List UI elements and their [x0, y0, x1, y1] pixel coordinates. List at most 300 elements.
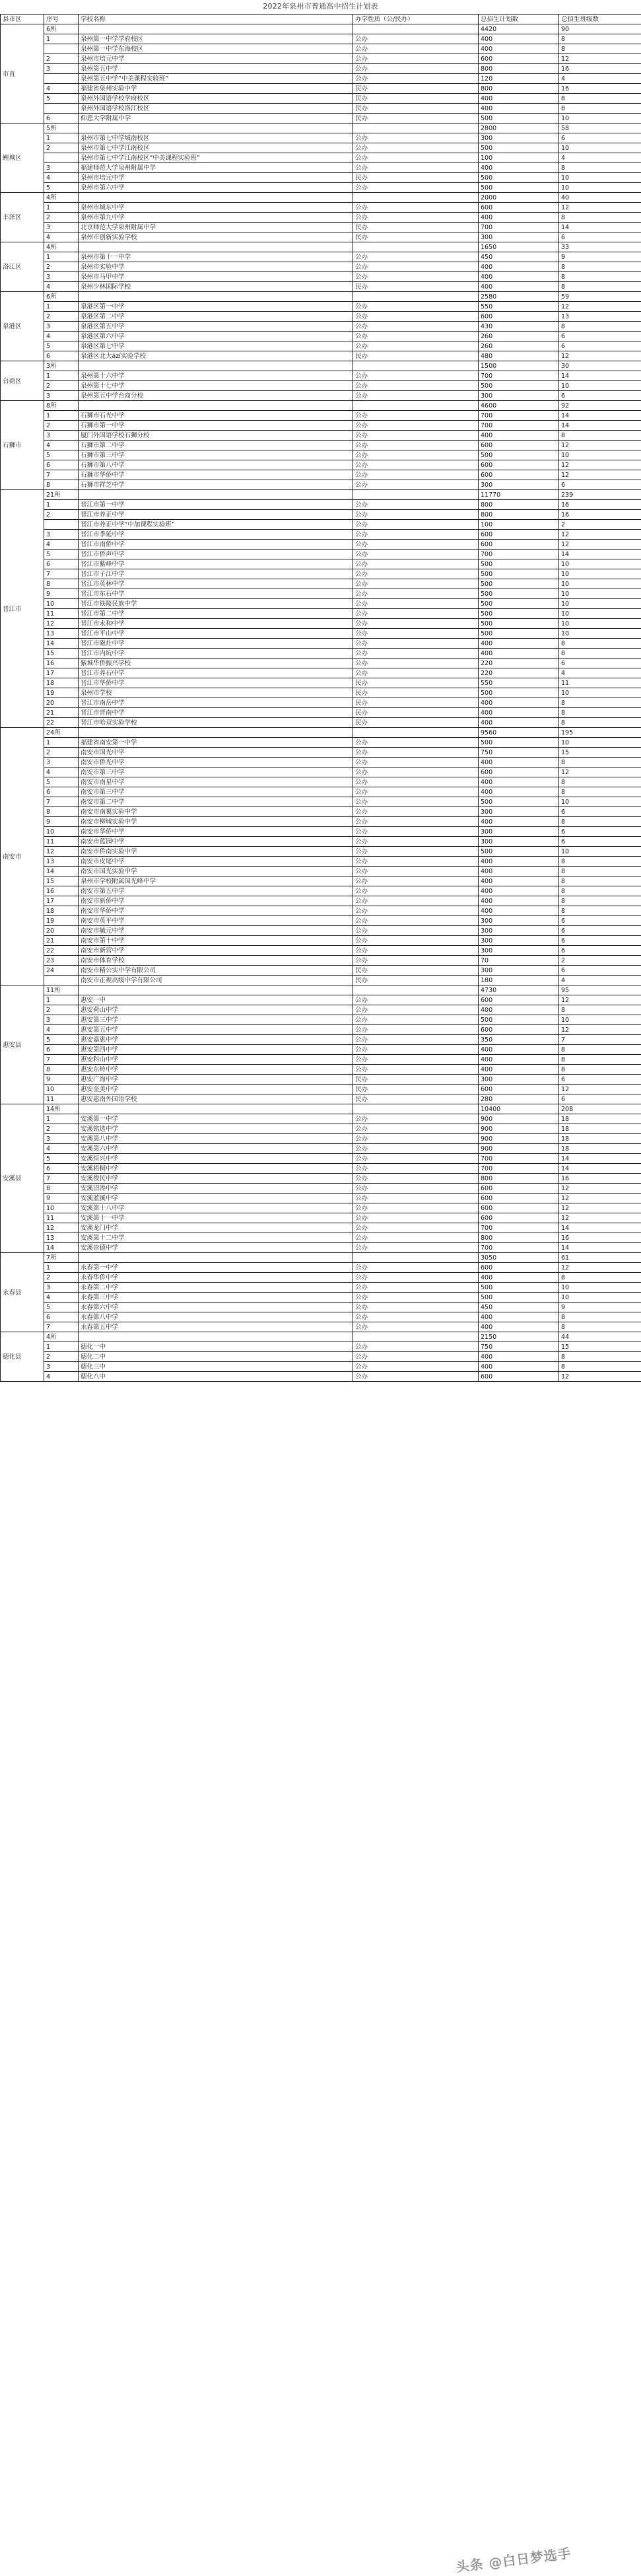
school-name-cell: 泉州市第七中学江南校区: [79, 143, 353, 153]
school-nature-cell: 公办: [353, 272, 479, 282]
section-plan-total-cell: 10400: [479, 1104, 559, 1114]
row-index-cell: 3: [44, 1134, 79, 1144]
table-row: [1, 510, 641, 520]
school-nature-cell: 公办: [353, 1025, 479, 1035]
class-count-cell: 8: [559, 758, 641, 768]
row-index-cell: 10: [44, 1085, 79, 1094]
plan-count-cell: 600: [479, 995, 559, 1005]
row-index-cell: 7: [44, 470, 79, 480]
school-nature-cell: 民办: [353, 976, 479, 985]
class-count-cell: 10: [559, 143, 641, 153]
plan-count-cell: 800: [479, 500, 559, 510]
plan-count-cell: 750: [479, 1342, 559, 1352]
table-row: [1, 867, 641, 877]
class-count-cell: 6: [559, 807, 641, 817]
table-row: [1, 688, 641, 698]
class-count-cell: 8: [559, 718, 641, 728]
table-row: [1, 1124, 641, 1134]
section-nature-blank: [353, 1253, 479, 1263]
table-row: [1, 34, 641, 44]
row-index-cell: 2: [44, 748, 79, 758]
section-nature-blank: [353, 242, 479, 252]
table-row: [1, 738, 641, 748]
row-index-cell: [44, 104, 79, 114]
row-index-cell: 6: [44, 1164, 79, 1174]
row-index-cell: 8: [44, 1184, 79, 1194]
table-row: [1, 1223, 641, 1233]
table-row: [1, 718, 641, 728]
school-nature-cell: 公办: [353, 421, 479, 431]
school-name-cell: 泉州市第九中学: [79, 213, 353, 223]
plan-count-cell: 400: [479, 649, 559, 659]
row-index-cell: 20: [44, 926, 79, 936]
school-name-cell: 晋江市磁灶中学: [79, 639, 353, 649]
plan-count-cell: 500: [479, 847, 559, 857]
school-nature-cell: 民办: [353, 708, 479, 718]
school-nature-cell: 民办: [353, 282, 479, 292]
row-index-cell: 3: [44, 391, 79, 401]
class-count-cell: 6: [559, 926, 641, 936]
school-nature-cell: 公办: [353, 381, 479, 391]
section-subtotal-row: [1, 490, 641, 500]
column-header-school: 学校名称: [79, 15, 353, 24]
school-name-cell: 惠安科山中学: [79, 1055, 353, 1065]
table-row: [1, 589, 641, 599]
section-subtotal-row: [1, 1104, 641, 1114]
school-nature-cell: 公办: [353, 649, 479, 659]
section-nature-blank: [353, 985, 479, 995]
plan-count-cell: 400: [479, 431, 559, 441]
table-row: [1, 470, 641, 480]
plan-count-cell: 450: [479, 252, 559, 262]
class-count-cell: 14: [559, 1154, 641, 1164]
school-name-cell: 晋江市晋南中学: [79, 708, 353, 718]
plan-count-cell: 500: [479, 1283, 559, 1293]
school-name-cell: 泉州市马甲中学: [79, 272, 353, 282]
table-row: [1, 223, 641, 233]
school-nature-cell: 公办: [353, 857, 479, 867]
section-school-blank: [79, 1253, 353, 1263]
plan-count-cell: 600: [479, 203, 559, 213]
school-name-cell: 石狮市第一中学: [79, 421, 353, 431]
section-nature-blank: [353, 24, 479, 34]
table-row: [1, 837, 641, 847]
table-row: [1, 1263, 641, 1273]
plan-count-cell: 300: [479, 916, 559, 926]
school-nature-cell: 公办: [353, 1372, 479, 1382]
class-count-cell: 14: [559, 1164, 641, 1174]
table-row: [1, 599, 641, 609]
school-nature-cell: 公办: [353, 906, 479, 916]
school-nature-cell: 民办: [353, 104, 479, 114]
class-count-cell: 8: [559, 817, 641, 827]
school-nature-cell: 公办: [353, 34, 479, 44]
school-nature-cell: 公办: [353, 926, 479, 936]
table-row: [1, 966, 641, 976]
class-count-cell: 6: [559, 233, 641, 242]
school-name-cell: 晋江市永和中学: [79, 619, 353, 629]
plan-count-cell: 400: [479, 867, 559, 877]
school-name-cell: 石狮市祥芝中学: [79, 480, 353, 490]
school-nature-cell: 公办: [353, 1134, 479, 1144]
school-nature-cell: 公办: [353, 629, 479, 639]
school-name-cell: 泉州第十六中学: [79, 371, 353, 381]
row-index-cell: 2: [44, 54, 79, 64]
school-nature-cell: 公办: [353, 1114, 479, 1124]
class-count-cell: 6: [559, 391, 641, 401]
class-count-cell: 14: [559, 371, 641, 381]
row-index-cell: 11: [44, 1094, 79, 1104]
table-row: [1, 936, 641, 946]
plan-count-cell: 400: [479, 817, 559, 827]
school-nature-cell: 民办: [353, 688, 479, 698]
district-cell: 市直: [1, 24, 44, 124]
plan-count-cell: 500: [479, 569, 559, 579]
school-name-cell: 泉州第一中学学府校区: [79, 34, 353, 44]
row-index-cell: 5: [44, 341, 79, 351]
school-nature-cell: 公办: [353, 1352, 479, 1362]
school-name-cell: 泉港区第七中学: [79, 341, 353, 351]
row-index-cell: 3: [44, 530, 79, 540]
table-row: [1, 153, 641, 163]
section-class-total-cell: 44: [559, 1332, 641, 1342]
table-row: [1, 54, 641, 64]
plan-count-cell: 400: [479, 718, 559, 728]
section-nature-blank: [353, 124, 479, 133]
column-header-plan-total: 总招生计划数: [479, 15, 559, 24]
row-index-cell: 1: [44, 133, 79, 143]
table-row: [1, 302, 641, 312]
section-count-cell: 11所: [44, 985, 79, 995]
row-index-cell: 8: [44, 807, 79, 817]
school-nature-cell: 民办: [353, 1085, 479, 1094]
class-count-cell: 12: [559, 1025, 641, 1035]
school-name-cell: 泉州第五中学: [79, 64, 353, 74]
plan-count-cell: 400: [479, 698, 559, 708]
class-count-cell: 7: [559, 1035, 641, 1045]
section-count-cell: 14所: [44, 1104, 79, 1114]
school-nature-cell: 公办: [353, 807, 479, 817]
class-count-cell: 8: [559, 94, 641, 104]
plan-count-cell: 600: [479, 540, 559, 550]
table-row: [1, 1352, 641, 1362]
section-subtotal-row: [1, 193, 641, 203]
school-name-cell: 泉港区第五中学: [79, 322, 353, 332]
school-name-cell: 石狮市石光中学: [79, 411, 353, 421]
school-name-cell: 安溪第十八中学: [79, 1203, 353, 1213]
class-count-cell: 6: [559, 480, 641, 490]
section-count-cell: 5所: [44, 124, 79, 133]
class-count-cell: 4: [559, 74, 641, 84]
section-school-blank: [79, 985, 353, 995]
school-name-cell: 泉州市培元中学: [79, 54, 353, 64]
table-row: [1, 104, 641, 114]
row-index-cell: 1: [44, 302, 79, 312]
table-row: [1, 916, 641, 926]
table-row: [1, 609, 641, 619]
table-row: [1, 1362, 641, 1372]
table-row: [1, 1055, 641, 1065]
section-subtotal-row: [1, 728, 641, 738]
plan-count-cell: 70: [479, 956, 559, 966]
plan-count-cell: 900: [479, 1114, 559, 1124]
class-count-cell: 15: [559, 1342, 641, 1352]
section-count-cell: 24所: [44, 728, 79, 738]
class-count-cell: 8: [559, 104, 641, 114]
table-row: [1, 351, 641, 361]
plan-count-cell: 400: [479, 639, 559, 649]
class-count-cell: 14: [559, 223, 641, 233]
plan-count-cell: 280: [479, 1094, 559, 1104]
table-row: [1, 322, 641, 332]
class-count-cell: 10: [559, 1293, 641, 1303]
plan-count-cell: 100: [479, 520, 559, 530]
section-plan-total-cell: 1500: [479, 361, 559, 371]
school-nature-cell: 公办: [353, 74, 479, 84]
row-index-cell: 18: [44, 906, 79, 916]
section-count-cell: 4所: [44, 242, 79, 252]
section-count-cell: 21所: [44, 490, 79, 500]
watermark-text: 头条 @白日梦选手: [455, 2542, 572, 2575]
school-name-cell: 安溪俊民中学: [79, 1174, 353, 1184]
school-nature-cell: 公办: [353, 1362, 479, 1372]
school-nature-cell: 公办: [353, 1045, 479, 1055]
column-header-index: 序号: [44, 15, 79, 24]
row-index-cell: 4: [44, 1025, 79, 1035]
school-nature-cell: 公办: [353, 1144, 479, 1154]
plan-count-cell: 550: [479, 678, 559, 688]
row-index-cell: 11: [44, 1213, 79, 1223]
school-name-cell: 德化二中: [79, 1352, 353, 1362]
class-count-cell: 12: [559, 1194, 641, 1203]
class-count-cell: 8: [559, 1312, 641, 1322]
table-row: [1, 133, 641, 143]
school-name-cell: 南安市新营中学: [79, 946, 353, 956]
school-nature-cell: 公办: [353, 510, 479, 520]
section-nature-blank: [353, 1332, 479, 1342]
district-cell: 南安市: [1, 728, 44, 985]
school-name-cell: 晋江市哈双实验学校: [79, 718, 353, 728]
class-count-cell: 10: [559, 173, 641, 183]
school-name-cell: 泉州市第七中学江南校区“中美课程实验班”: [79, 153, 353, 163]
row-index-cell: 5: [44, 94, 79, 104]
section-nature-blank: [353, 361, 479, 371]
school-nature-cell: 公办: [353, 332, 479, 341]
plan-count-cell: 300: [479, 946, 559, 956]
table-row: [1, 391, 641, 401]
row-index-cell: 12: [44, 619, 79, 629]
row-index-cell: [44, 976, 79, 985]
class-count-cell: 6: [559, 1094, 641, 1104]
column-header-district: 县市区: [1, 15, 44, 24]
class-count-cell: 10: [559, 599, 641, 609]
school-nature-cell: 公办: [353, 252, 479, 262]
school-nature-cell: 公办: [353, 748, 479, 758]
school-name-cell: 泉州第一中学东海校区: [79, 44, 353, 54]
school-name-cell: 福建师范大学泉州附属中学: [79, 163, 353, 173]
class-count-cell: 16: [559, 1233, 641, 1243]
table-row: [1, 1342, 641, 1352]
row-index-cell: 20: [44, 698, 79, 708]
school-name-cell: 泉港区第一中学: [79, 302, 353, 312]
row-index-cell: 3: [44, 758, 79, 768]
section-school-blank: [79, 193, 353, 203]
school-name-cell: 泉州市第十一中学: [79, 252, 353, 262]
section-class-total-cell: 92: [559, 401, 641, 411]
class-count-cell: 16: [559, 1174, 641, 1184]
class-count-cell: 6: [559, 341, 641, 351]
row-index-cell: 9: [44, 589, 79, 599]
school-name-cell: 泉州少林国际学校: [79, 282, 353, 292]
school-nature-cell: 公办: [353, 1194, 479, 1203]
table-row: [1, 1312, 641, 1322]
row-index-cell: 2: [44, 1273, 79, 1283]
school-nature-cell: 公办: [353, 639, 479, 649]
row-index-cell: 17: [44, 668, 79, 678]
school-name-cell: 晋江市养正中学“中加课程实验班”: [79, 520, 353, 530]
school-name-cell: 泉州市培元中学: [79, 173, 353, 183]
school-nature-cell: 民办: [353, 173, 479, 183]
school-name-cell: 厦门外国语学校石狮分校: [79, 431, 353, 441]
school-nature-cell: 公办: [353, 441, 479, 450]
school-name-cell: 泉州市第七中学城南校区: [79, 133, 353, 143]
row-index-cell: 22: [44, 946, 79, 956]
table-row: [1, 282, 641, 292]
plan-count-cell: 500: [479, 381, 559, 391]
table-row: [1, 1174, 641, 1184]
school-nature-cell: 公办: [353, 1065, 479, 1075]
school-nature-cell: 公办: [353, 886, 479, 896]
plan-count-cell: 500: [479, 619, 559, 629]
section-subtotal-row: [1, 124, 641, 133]
plan-count-cell: 220: [479, 659, 559, 668]
class-count-cell: 14: [559, 1243, 641, 1253]
class-count-cell: 8: [559, 698, 641, 708]
table-row: [1, 1213, 641, 1223]
row-index-cell: 3: [44, 1015, 79, 1025]
class-count-cell: 12: [559, 768, 641, 777]
school-name-cell: 安溪梧桐中学: [79, 1164, 353, 1174]
class-count-cell: 10: [559, 797, 641, 807]
plan-count-cell: 300: [479, 133, 559, 143]
table-row: [1, 807, 641, 817]
school-name-cell: 惠安第三中学: [79, 1015, 353, 1025]
table-header: [1, 15, 641, 24]
table-row: [1, 94, 641, 104]
table-row: [1, 758, 641, 768]
class-count-cell: 12: [559, 470, 641, 480]
section-class-total-cell: 61: [559, 1253, 641, 1263]
class-count-cell: 8: [559, 857, 641, 867]
class-count-cell: 8: [559, 1055, 641, 1065]
row-index-cell: 2: [44, 1005, 79, 1015]
school-nature-cell: 公办: [353, 1184, 479, 1194]
section-plan-total-cell: 9560: [479, 728, 559, 738]
class-count-cell: 8: [559, 1362, 641, 1372]
plan-count-cell: 300: [479, 807, 559, 817]
school-nature-cell: 公办: [353, 599, 479, 609]
section-subtotal-row: [1, 24, 641, 34]
table-row: [1, 1283, 641, 1293]
table-row: [1, 708, 641, 718]
plan-count-cell: 600: [479, 312, 559, 322]
section-subtotal-row: [1, 985, 641, 995]
school-nature-cell: 公办: [353, 995, 479, 1005]
school-nature-cell: 民办: [353, 114, 479, 124]
school-nature-cell: 公办: [353, 1164, 479, 1174]
school-nature-cell: 民办: [353, 223, 479, 233]
school-name-cell: 泉州第五中学台商分校: [79, 391, 353, 401]
district-cell: 丰泽区: [1, 193, 44, 242]
school-name-cell: 惠安奎美中学: [79, 1085, 353, 1094]
row-index-cell: 2: [44, 213, 79, 223]
class-count-cell: 6: [559, 1075, 641, 1085]
row-index-cell: 5: [44, 777, 79, 787]
school-nature-cell: 公办: [353, 302, 479, 312]
section-nature-blank: [353, 193, 479, 203]
class-count-cell: 10: [559, 1015, 641, 1025]
class-count-cell: 8: [559, 1045, 641, 1055]
class-count-cell: 2: [559, 520, 641, 530]
school-nature-cell: 公办: [353, 896, 479, 906]
class-count-cell: 6: [559, 936, 641, 946]
table-row: [1, 976, 641, 985]
plan-count-cell: 600: [479, 1203, 559, 1213]
school-name-cell: 南安市第二中学: [79, 797, 353, 807]
school-nature-cell: 公办: [353, 54, 479, 64]
section-count-cell: 3所: [44, 361, 79, 371]
row-index-cell: 7: [44, 1174, 79, 1184]
row-index-cell: 8: [44, 579, 79, 589]
school-name-cell: 惠安一中: [79, 995, 353, 1005]
school-name-cell: 惠安第五中学: [79, 1025, 353, 1035]
section-subtotal-row: [1, 1332, 641, 1342]
school-nature-cell: 公办: [353, 659, 479, 668]
plan-count-cell: 700: [479, 411, 559, 421]
table-row: [1, 332, 641, 341]
plan-count-cell: 750: [479, 748, 559, 758]
row-index-cell: 13: [44, 1233, 79, 1243]
plan-count-cell: 430: [479, 322, 559, 332]
school-name-cell: 泉州市城东中学: [79, 203, 353, 213]
table-row: [1, 817, 641, 827]
table-row: [1, 540, 641, 550]
table-row: [1, 1203, 641, 1213]
school-name-cell: 泉州市学校附属国光峰中学: [79, 877, 353, 886]
plan-count-cell: 400: [479, 708, 559, 718]
table-row: [1, 1005, 641, 1015]
section-subtotal-row: [1, 401, 641, 411]
class-count-cell: 6: [559, 659, 641, 668]
school-nature-cell: 公办: [353, 391, 479, 401]
school-name-cell: 安溪蓝溪中学: [79, 1194, 353, 1203]
plan-count-cell: 500: [479, 797, 559, 807]
school-nature-cell: 公办: [353, 1015, 479, 1025]
section-plan-total-cell: 1650: [479, 242, 559, 252]
section-school-blank: [79, 1104, 353, 1114]
table-row: [1, 312, 641, 322]
school-nature-cell: 公办: [353, 183, 479, 193]
class-count-cell: 14: [559, 421, 641, 431]
school-nature-cell: 公办: [353, 1124, 479, 1134]
table-row: [1, 1134, 641, 1144]
row-index-cell: 2: [44, 381, 79, 391]
plan-count-cell: 500: [479, 688, 559, 698]
section-school-blank: [79, 242, 353, 252]
class-count-cell: 12: [559, 203, 641, 213]
table-row: [1, 668, 641, 678]
school-nature-cell: 民办: [353, 1075, 479, 1085]
